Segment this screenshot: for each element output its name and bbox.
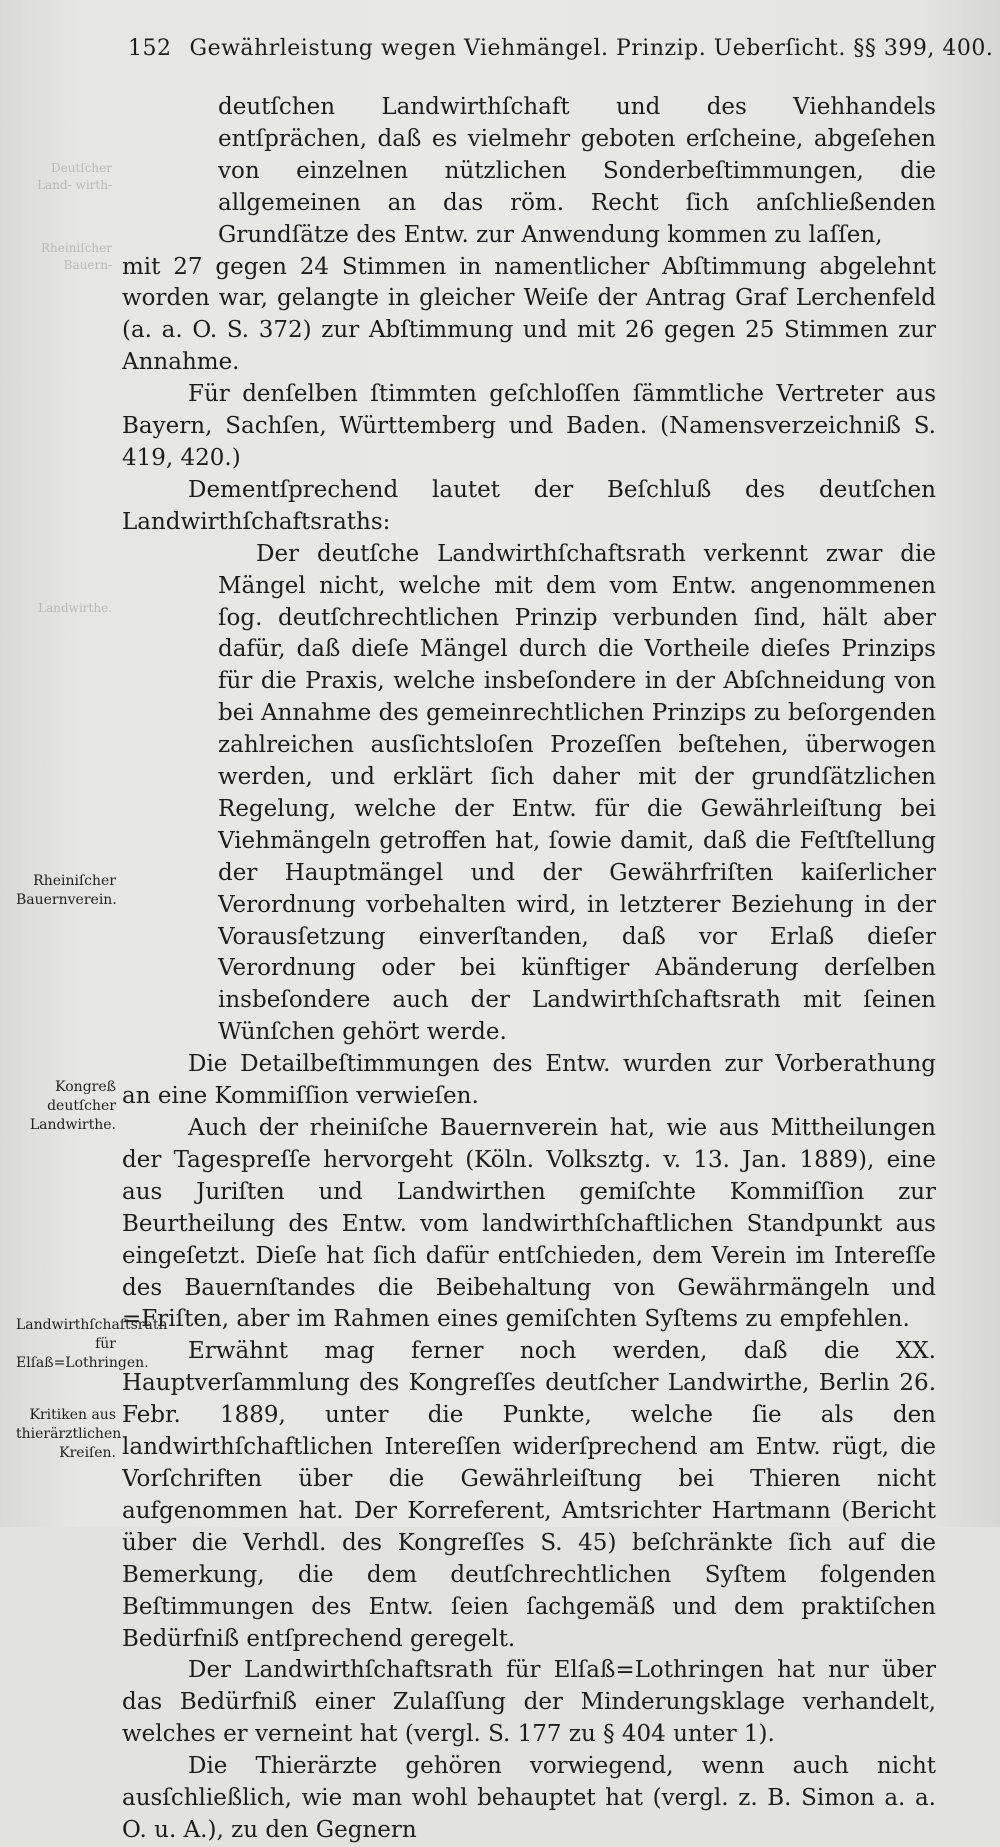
running-header xyxy=(128,36,994,61)
paragraph: Für denſelben ſtimmten geſchloſſen ſämmtliche Vertreter aus Bayern, Sachſen, Württemberg und Baden. (Namensverzeichniß S. 419, 420.) xyxy=(122,381,936,471)
paragraph: Erwähnt mag ferner noch werden, daß die XX. Hauptverſammlung des Kongreſſes deutſcher Landwirthe, Berlin 26. Febr. 1889, unter die Punkte, welche ſie als den landwirthſchaftlichen Intereſſen widerſprechend am Entw. rügt, die Vorſchriften über die Gewährleiſtung bei Thieren nicht aufgenommen hat. Der Korreferent, Amtsrichter Hartmann (Bericht über die Verhdl. des Kongreſſes S. 45) beſchränkte ſich auf die Bemerkung, die dem deutſchrechtlichen Syſtem folgenden Beſtimmungen des Entw. ſeien ſachgemäß und dem praktiſchen Bedürfniß entſprechend geregelt. xyxy=(122,1338,936,1652)
bleed-through-note: Rheiniſcher Bauern- xyxy=(41,241,112,272)
paragraph: deutſchen Landwirthſchaft und des Viehhandels entſprächen, daß es vielmehr geboten erſcheine, abgeſehen von einzelnen nützlichen Sonderbeſtimmungen, die allgemeinen an das röm. Recht ſich anſchließenden Grundſätze des Entw. zur Anwendung kommen zu laſſen, xyxy=(218,94,936,248)
margin-note-landwirthschaftsrath-elsass: Landwirthſchaftsrath für Elſaß=Lothringen. xyxy=(16,1317,168,1371)
paragraph: Der Landwirthſchaftsrath für Elſaß=Lothringen hat nur über das Bedürfniß einer Zulaſſung der Minderungsklage verhandelt, welches er verneint hat (vergl. S. 177 zu § 404 unter 1). xyxy=(122,1657,936,1748)
bleed-through-note: Deutſcher Land- wirth- xyxy=(37,161,112,192)
bleed-through-note: Landwirthe. xyxy=(38,601,112,615)
quoted-resolution: Der deutſche Landwirthſchaftsrath verkennt zwar die Mängel nicht, welche mit dem vom Entw. angenommenen ſog. deutſchrechtlichen Prinzip verbunden ſind, hält aber dafür, daß dieſe Mängel durch die Vortheile dieſes Prinzips für die Praxis, welche insbeſondere in der Abſchneidung von bei Annahme des gemeinrechtlichen Prinzips zu beſorgenden zahlreichen ausſichtsloſen Prozeſſen beſtehen, überwogen werden, und erklärt ſich daher mit der grundſätzlichen Regelung, welche der Entw. für die Gewährleiſtung bei Viehmängeln getroffen hat, ſowie damit, daß die Feſtſtellung der Hauptmängel und der Gewährfriſten kaiſerlicher Verordnung vorbehalten wird, in letzterer Beziehung in der Vorausſetzung einverſtanden, daß vor Erlaß dieſer Verordnung oder bei künftiger Abänderung derſelben insbeſondere auch der Landwirthſchaftsrath mit ſeinen Wünſchen gehört werde. xyxy=(218,540,936,1046)
page-body xyxy=(122,92,936,1847)
margin-note-kongress-landwirthe: Kongreß deutſcher Landwirthe. xyxy=(29,1079,116,1133)
paragraph: Dementſprechend lautet der Beſchluß des deutſchen Landwirthſchaftsraths: xyxy=(122,476,936,535)
running-title: Gewährleistung wegen Viehmängel. Prinzip. Ueberſicht. §§ 399, 400. xyxy=(189,36,994,61)
paragraph: Die Detailbeſtimmungen des Entw. wurden zur Vorberathung an eine Kommiſſion verwieſen. xyxy=(122,1051,936,1110)
paragraph: Auch der rheiniſche Bauernverein hat, wie aus Mittheilungen der Tagespreſſe hervorgeht (Köln. Volksztg. v. 13. Jan. 1889), eine aus Juriſten und Landwirthen gemiſchte Kommiſſion zur Beurtheilung des Entw. vom landwirthſchaftlichen Standpunkt aus eingeſetzt. Dieſe hat ſich dafür entſchieden, dem Verein im Intereſſe des Bauernſtandes die Beibehaltung von Gewährmängeln und =Friſten, aber im Rahmen eines gemiſchten Syſtems zu empfehlen. xyxy=(122,1115,936,1333)
paragraph: Die Thierärzte gehören vorwiegend, wenn auch nicht ausſchließlich, wie man wohl behauptet hat (vergl. z. B. Simon a. a. O. u. A.), zu den Gegnern xyxy=(122,1753,936,1843)
margin-note-rheinischer-bauernverein: Rheiniſcher Bauernverein. xyxy=(16,873,117,908)
page-number: 152 xyxy=(128,36,172,61)
paragraph: mit 27 gegen 24 Stimmen in namentlicher Abſtimmung abgelehnt worden war, gelangte in gleicher Weiſe der Antrag Graf Lerchenfeld (a. a. O. S. 372) zur Abſtimmung und mit 26 gegen 25 Stimmen zur Annahme. xyxy=(122,253,936,376)
margin-note-thieraerztliche-kritiken: Kritiken aus thierärztlichen Kreiſen. xyxy=(16,1407,122,1461)
